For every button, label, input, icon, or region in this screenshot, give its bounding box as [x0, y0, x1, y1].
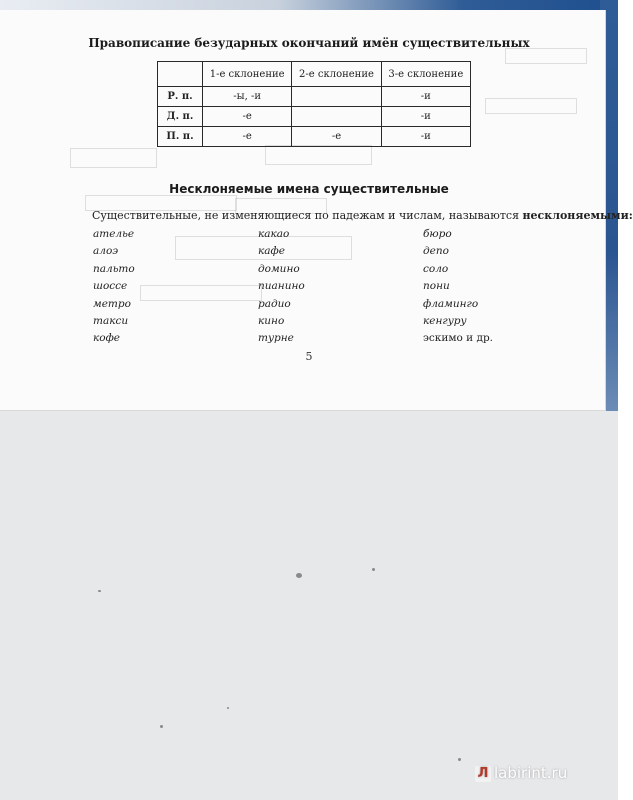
dust-speck — [160, 725, 163, 728]
table-row — [158, 107, 471, 127]
list-item: радио — [258, 297, 291, 310]
list-item: кофе — [93, 332, 121, 345]
list-item: турне — [258, 332, 294, 345]
table-cell — [292, 87, 381, 107]
dust-speck — [458, 758, 461, 761]
list-item: пони — [423, 280, 450, 293]
word-column-3 — [423, 226, 493, 348]
bleed-through-box — [265, 145, 372, 165]
section-heading: Несклоняемые имена существительные — [169, 182, 449, 196]
list-item: кенгуру — [423, 314, 467, 327]
rule-text: Существительные, не изменяющиеся по падежам и числам, называются — [92, 209, 523, 222]
table-corner-cell — [158, 62, 203, 87]
labirint-watermark — [475, 764, 567, 782]
table-cell: -е — [203, 127, 292, 147]
dust-speck — [372, 568, 375, 571]
table-row — [158, 87, 471, 107]
dust-speck — [98, 590, 101, 592]
dust-speck — [227, 707, 229, 709]
bleed-through-box — [140, 285, 262, 301]
scan-background — [0, 411, 618, 800]
labirint-logo-icon: Л — [475, 766, 491, 782]
table-cell: -и — [381, 127, 470, 147]
dust-speck — [296, 573, 302, 578]
table-cell: -и — [381, 107, 470, 127]
table-header-row — [158, 62, 471, 87]
list-item: эскимо и др. — [423, 332, 494, 345]
word-column-2 — [258, 226, 305, 348]
column-header-1st-declension: 1-е склонение — [203, 62, 292, 87]
list-item: ателье — [93, 228, 135, 240]
list-item: бюро — [423, 228, 452, 240]
rule-paragraph — [92, 209, 633, 222]
rule-bold-term: несклоняемыми: — [522, 209, 633, 222]
list-item: такси — [93, 314, 129, 327]
page-title: Правописание безударных окончаний имён существительных — [88, 36, 530, 50]
list-item: соло — [423, 262, 449, 275]
list-item: кино — [258, 314, 285, 327]
list-item: фламинго — [423, 297, 479, 310]
watermark-text: labirint.ru — [494, 764, 568, 782]
column-header-3rd-declension: 3-е склонение — [381, 62, 470, 87]
word-column-1 — [93, 226, 135, 348]
bleed-through-box — [505, 48, 587, 64]
list-item: пианино — [258, 280, 305, 293]
list-item: кафе — [258, 245, 285, 258]
row-header-prepositional: П. п. — [158, 127, 203, 147]
table-cell: -ы, -и — [203, 87, 292, 107]
row-header-dative: Д. п. — [158, 107, 203, 127]
page-number: 5 — [305, 350, 313, 363]
list-item: депо — [423, 245, 449, 258]
column-header-2nd-declension: 2-е склонение — [292, 62, 381, 87]
table-cell: -е — [203, 107, 292, 127]
bleed-through-box — [70, 148, 157, 168]
row-header-genitive: Р. п. — [158, 87, 203, 107]
list-item: домино — [258, 262, 300, 275]
list-item: алоэ — [93, 245, 119, 258]
list-item: какао — [258, 228, 290, 240]
list-item: пальто — [93, 262, 135, 275]
table-cell: -и — [381, 87, 470, 107]
table-row — [158, 127, 471, 147]
table-cell: -е — [292, 127, 381, 147]
list-item: шоссе — [93, 280, 128, 293]
list-item: метро — [93, 297, 131, 310]
bleed-through-box — [485, 98, 577, 114]
declension-table — [157, 61, 471, 147]
table-cell — [292, 107, 381, 127]
